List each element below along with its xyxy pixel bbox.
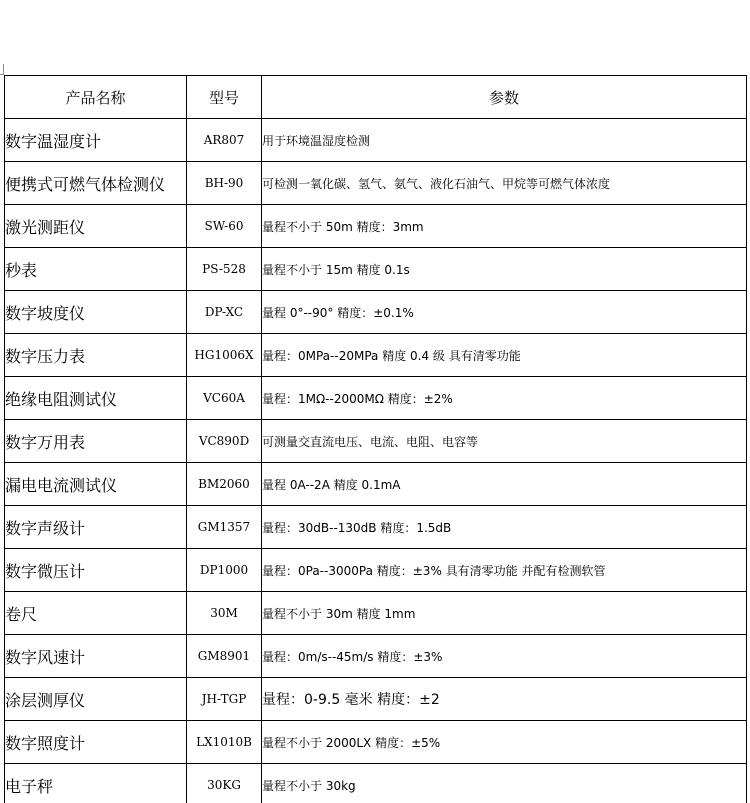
product-name-cell: 涂层测厚仪: [5, 678, 187, 721]
product-name-cell: 秒表: [5, 248, 187, 291]
model-cell: JH-TGP: [187, 678, 262, 721]
params-cell: 量程：0Pa--3000Pa 精度：±3% 具有清零功能 并配有检测软管: [262, 549, 747, 592]
params-cell: 量程不小于 30m 精度 1mm: [262, 592, 747, 635]
product-name-cell: 数字温湿度计: [5, 119, 187, 162]
corner-mark: [0, 64, 4, 75]
model-cell: BH-90: [187, 162, 262, 205]
model-cell: SW-60: [187, 205, 262, 248]
product-name-cell: 数字压力表: [5, 334, 187, 377]
params-cell: 量程不小于 30kg: [262, 764, 747, 803]
model-cell: PS-528: [187, 248, 262, 291]
table-row: [5, 764, 747, 803]
product-name-cell: 数字坡度仪: [5, 291, 187, 334]
product-name-cell: 卷尺: [5, 592, 187, 635]
table-row: [5, 678, 747, 721]
params-cell: 量程不小于 15m 精度 0.1s: [262, 248, 747, 291]
header-row: [5, 76, 747, 119]
product-name-cell: 绝缘电阻测试仪: [5, 377, 187, 420]
product-name-cell: 激光测距仪: [5, 205, 187, 248]
product-name-cell: 电子秤: [5, 764, 187, 803]
model-cell: BM2060: [187, 463, 262, 506]
table-row: [5, 635, 747, 678]
table-row: [5, 549, 747, 592]
model-cell: GM8901: [187, 635, 262, 678]
model-cell: GM1357: [187, 506, 262, 549]
header-params: 参数: [262, 76, 747, 119]
product-name-cell: 漏电电流测试仪: [5, 463, 187, 506]
table-row: [5, 463, 747, 506]
params-cell: 量程：0MPa--20MPa 精度 0.4 级 具有清零功能: [262, 334, 747, 377]
product-name-cell: 数字照度计: [5, 721, 187, 764]
params-cell: 量程不小于 50m 精度：3mm: [262, 205, 747, 248]
table-row: [5, 119, 747, 162]
params-cell: 可检测一氧化碳、氢气、氨气、液化石油气、甲烷等可燃气体浓度: [262, 162, 747, 205]
model-cell: 30KG: [187, 764, 262, 803]
model-cell: DP-XC: [187, 291, 262, 334]
params-cell: 量程：0-9.5 毫米 精度：±2: [262, 678, 747, 721]
model-cell: AR807: [187, 119, 262, 162]
table-row: [5, 248, 747, 291]
equipment-spec-table: [4, 75, 747, 803]
params-cell: 用于环境温湿度检测: [262, 119, 747, 162]
table-row: [5, 420, 747, 463]
table-row: [5, 205, 747, 248]
model-cell: VC890D: [187, 420, 262, 463]
params-cell: 量程 0A--2A 精度 0.1mA: [262, 463, 747, 506]
model-cell: HG1006X: [187, 334, 262, 377]
model-cell: VC60A: [187, 377, 262, 420]
product-name-cell: 数字风速计: [5, 635, 187, 678]
table-row: [5, 291, 747, 334]
table-row: [5, 721, 747, 764]
product-name-cell: 便携式可燃气体检测仪: [5, 162, 187, 205]
params-cell: 量程不小于 2000LX 精度：±5%: [262, 721, 747, 764]
table-row: [5, 506, 747, 549]
model-cell: DP1000: [187, 549, 262, 592]
table-row: [5, 377, 747, 420]
params-cell: 量程 0°--90° 精度：±0.1%: [262, 291, 747, 334]
params-cell: 量程：1MΩ--2000MΩ 精度：±2%: [262, 377, 747, 420]
table-row: [5, 334, 747, 377]
table-row: [5, 162, 747, 205]
model-cell: LX1010B: [187, 721, 262, 764]
model-cell: 30M: [187, 592, 262, 635]
params-cell: 可测量交直流电压、电流、电阻、电容等: [262, 420, 747, 463]
params-cell: 量程：0m/s--45m/s 精度：±3%: [262, 635, 747, 678]
header-model: 型号: [187, 76, 262, 119]
table-row: [5, 592, 747, 635]
product-name-cell: 数字微压计: [5, 549, 187, 592]
product-name-cell: 数字万用表: [5, 420, 187, 463]
params-cell: 量程：30dB--130dB 精度：1.5dB: [262, 506, 747, 549]
header-product-name: 产品名称: [5, 76, 187, 119]
product-name-cell: 数字声级计: [5, 506, 187, 549]
